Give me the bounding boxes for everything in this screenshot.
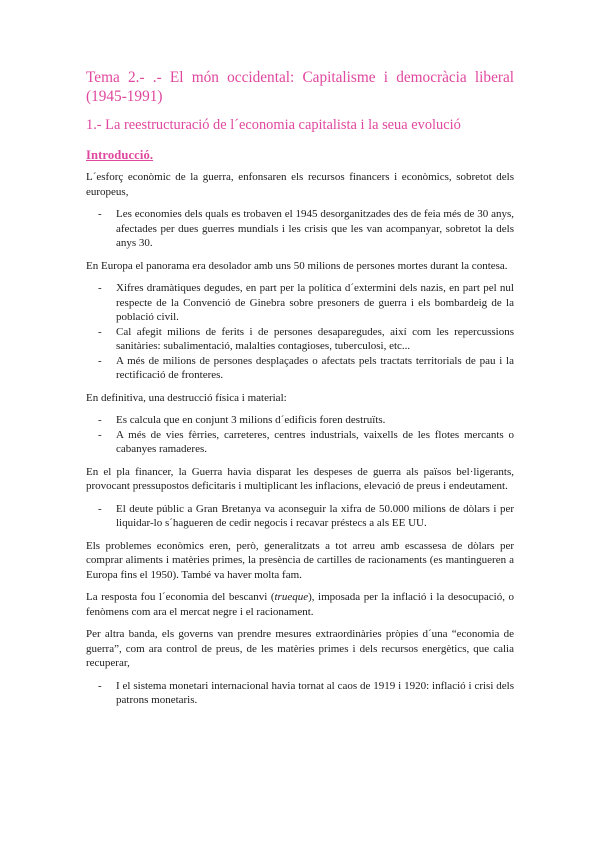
list-item <box>86 428 514 457</box>
list-item-text: Es calcula que en conjunt 3 milions d´edificis foren destruïts. <box>116 414 386 426</box>
paragraph: Per altra banda, els governs van prendre mesures extraordinàries pròpies d´una “economia de guerra”, com ara control de preus, de les matèries primes i dels recursos energètics, que calia recuperar, <box>86 628 514 669</box>
paragraph: Els problemes econòmics eren, però, generalitzats a tot arreu amb escassesa de dòlars per comprar aliments i matèries primes, la presència de cartilles de racionaments (es mantingueren a Europa fins el 1950). També va haver molta fam. <box>86 539 514 581</box>
bullet-list <box>86 679 514 708</box>
list-item-text: I el sistema monetari internacional havia tornat al caos de 1919 i 1920: inflació i crisi dels patrons monetaris. <box>116 679 514 706</box>
list-item-text: Xifres dramàtiques degudes, en part per la política d´extermini dels nazis, en part pel nul respecte de la Convenció de Ginebra sobre presoners de guerra i els bombardeig de la població civil. <box>116 282 514 323</box>
subheading-introduccio: Introducció. <box>86 148 154 162</box>
paragraph: La resposta fou l´economia del bescanvi (trueque), imposada per la inflació i la desocupació, o fenòmens com ara el mercat negre i el racionament. <box>86 591 514 618</box>
list-item <box>86 679 514 708</box>
bullet-list <box>86 413 514 457</box>
paragraph: L´esforç econòmic de la guerra, enfonsaren els recursos financers i econòmics, sobretot dels europeus, <box>86 171 514 198</box>
bullet-dash: - <box>98 502 102 515</box>
paragraph: En definitiva, una destrucció física i material: <box>86 391 287 404</box>
bullet-list <box>86 207 514 251</box>
bullet-dash: - <box>98 679 102 692</box>
list-item-text: El deute públic a Gran Bretanya va aconseguir la xifra de 50.000 milions de dòlars i per liquidar-lo s´hagueren de cedir negocis i recavar préstecs a als EE UU. <box>116 502 514 529</box>
list-item-text: Les economies dels quals es trobaven el 1945 desorganitzades des de feia més de 30 anys, afectades per dues guerres mundials i les crisis que les van acompanyar, sobretot la dels anys 30. <box>116 208 514 249</box>
document-title: Tema 2.- .- El món occidental: Capitalisme i democràcia liberal (1945-1991) <box>86 69 514 105</box>
document-body <box>86 170 514 708</box>
list-item <box>86 325 514 354</box>
bullet-dash: - <box>98 325 102 338</box>
section-heading: 1.- La reestructuració de l´economia capitalista i la seua evolució <box>86 117 461 133</box>
bullet-dash: - <box>98 208 102 220</box>
paragraph: En Europa el panorama era desolador amb uns 50 milions de persones mortes durant la contesa. <box>86 259 508 272</box>
list-item <box>86 207 514 251</box>
list-item <box>86 354 514 383</box>
bullet-dash: - <box>98 428 102 441</box>
bullet-dash: - <box>98 414 102 426</box>
bullet-list <box>86 502 514 531</box>
bullet-dash: - <box>98 354 102 367</box>
list-item-text: A més de vies fèrries, carreteres, centres industrials, vaixells de les flotes mercants o cabanyes ramaderes. <box>116 428 514 455</box>
list-item <box>86 502 514 531</box>
paragraph: En el pla financer, la Guerra havia disparat les despeses de guerra als països bel·ligerants, provocant pressupostos deficitaris i multiplicant les inflacions, elevació de preus i endeutament. <box>86 465 514 492</box>
list-item-text: A més de milions de persones desplaçades o afectats pels tractats territorials de pau i la rectificació de fronteres. <box>116 354 514 381</box>
list-item <box>86 413 514 428</box>
bullet-list <box>86 281 514 383</box>
list-item <box>86 281 514 325</box>
document-page <box>86 68 514 716</box>
bullet-dash: - <box>98 282 102 294</box>
list-item-text: Cal afegit milions de ferits i de persones desaparegudes, així com les repercussions sanitàries: subalimentació, malalties contagioses, tuberculosi, etc... <box>116 325 514 352</box>
